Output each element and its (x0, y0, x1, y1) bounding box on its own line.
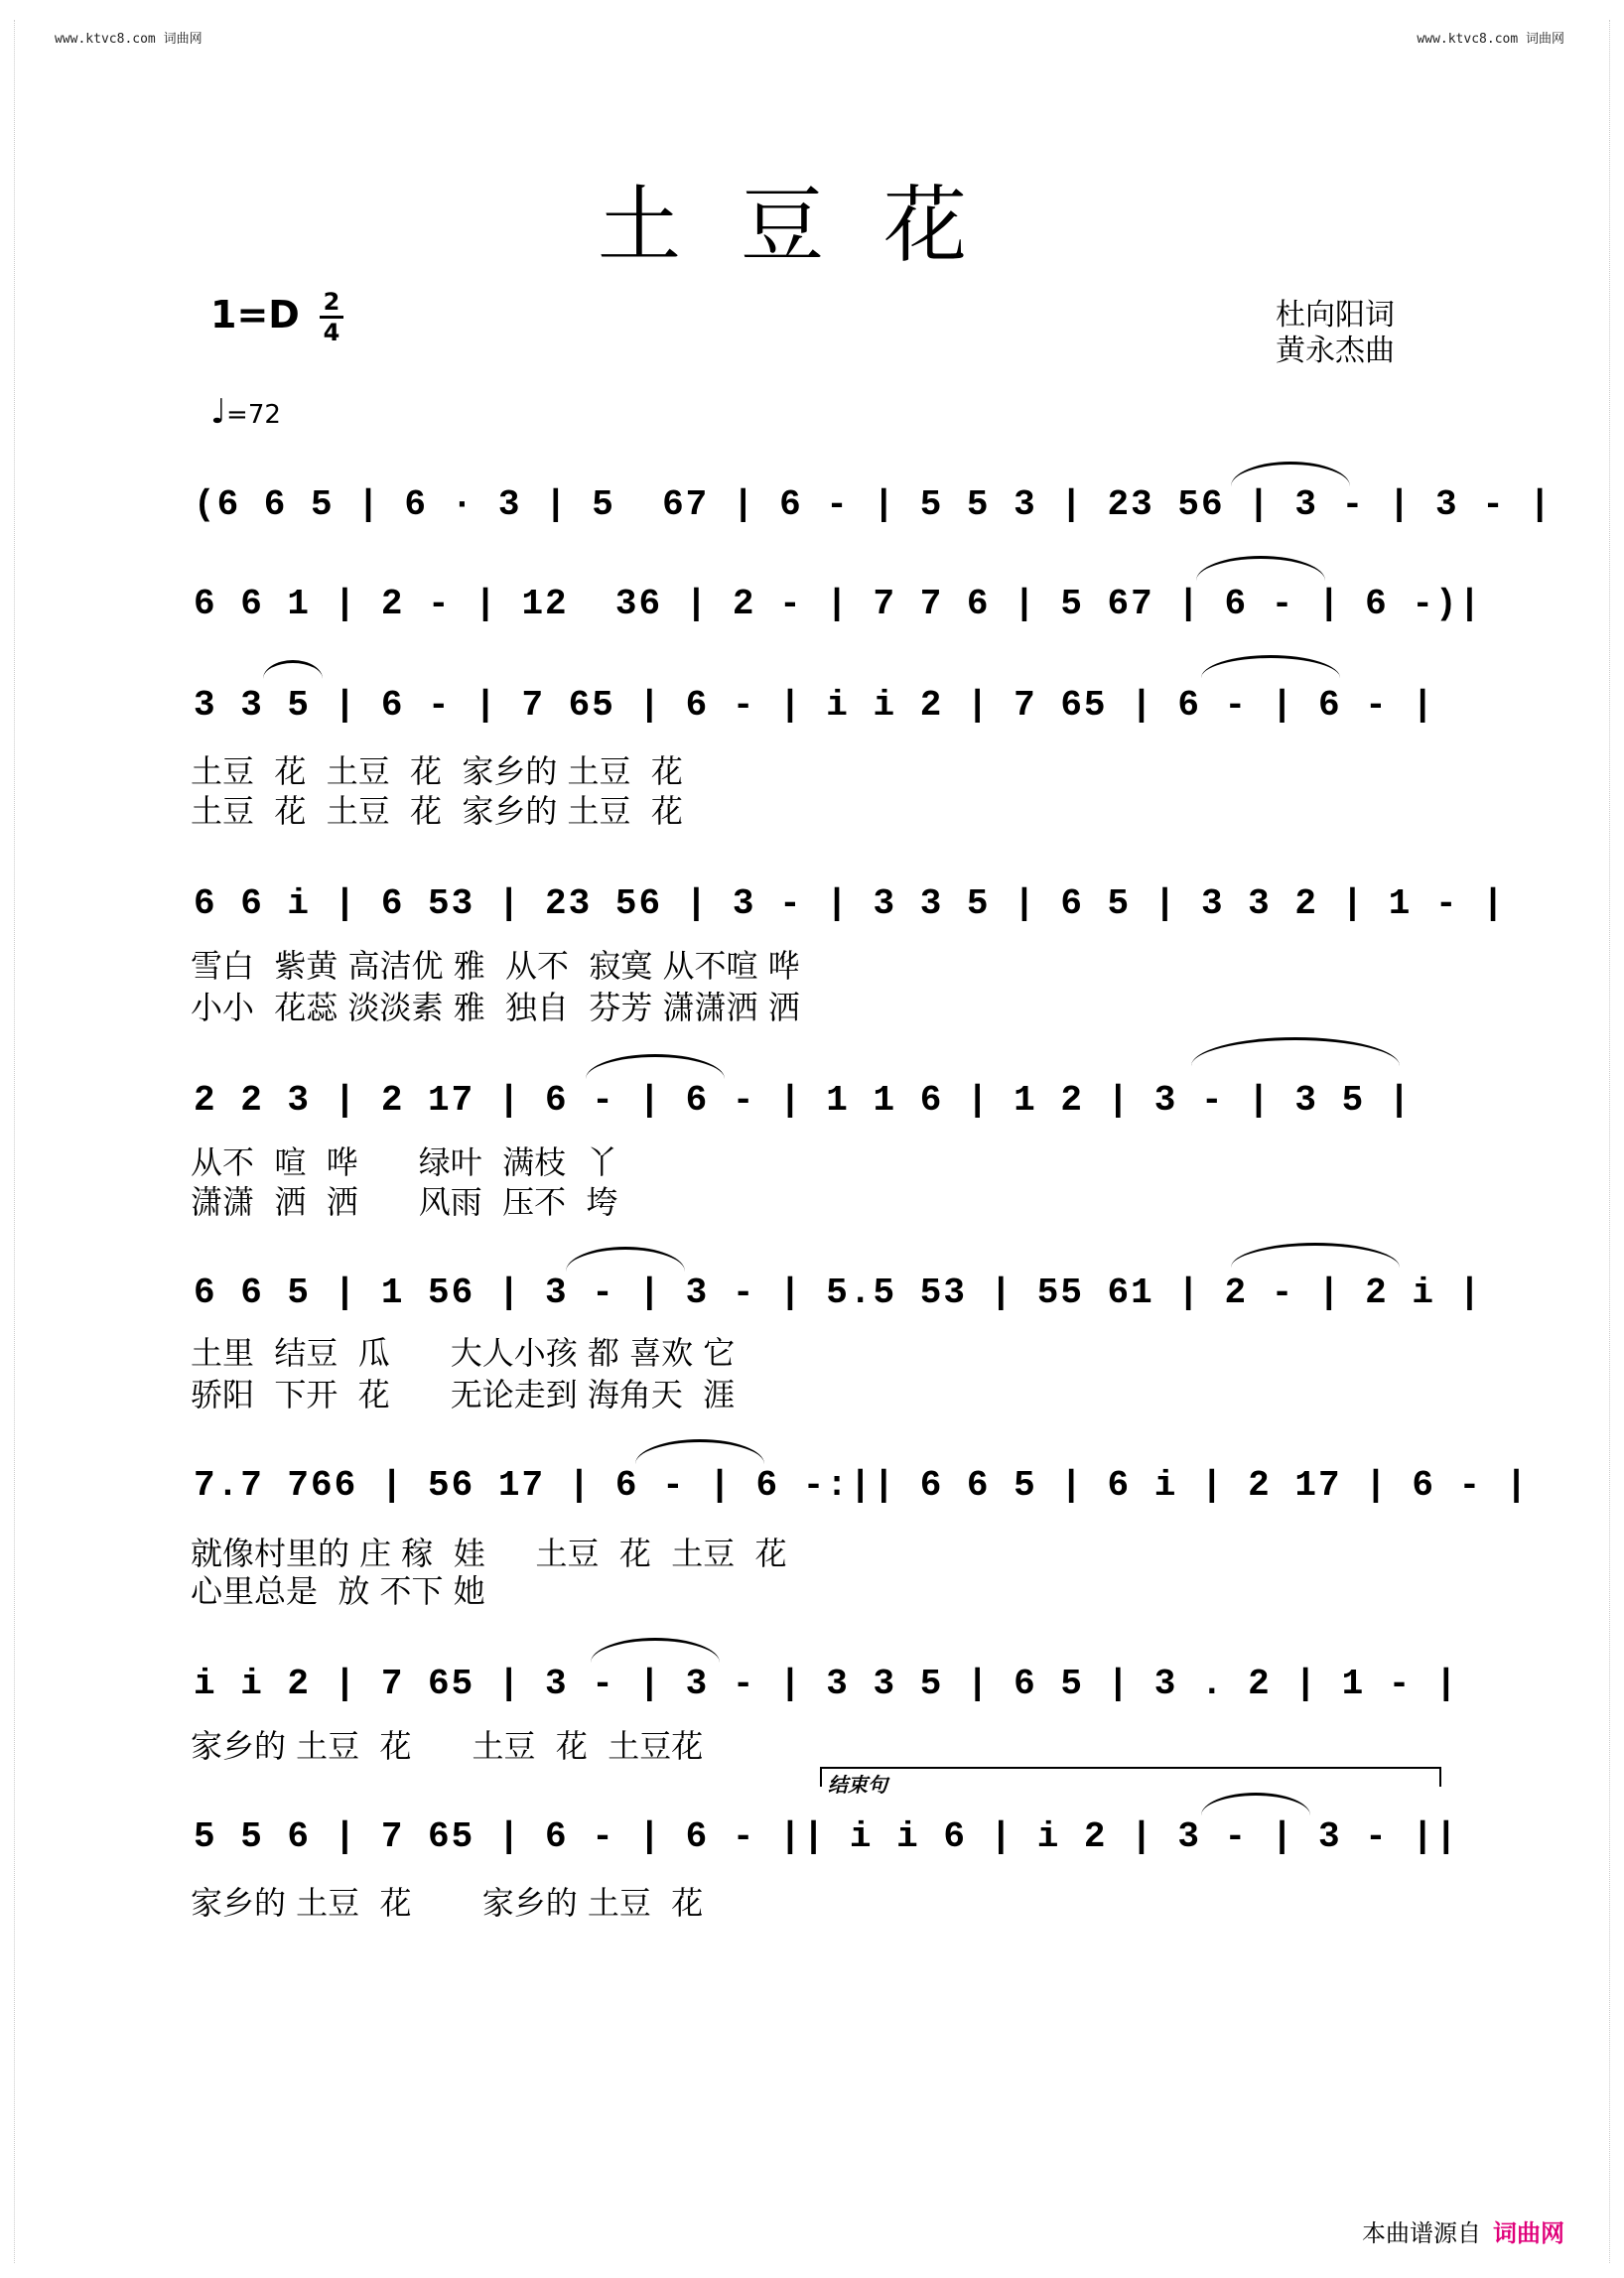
lyrics-5b: 潇潇 洒 洒 风雨 压不 垮 (191, 1183, 618, 1221)
footer (1362, 2213, 1564, 2248)
footer-brand[interactable]: 词曲网 (1493, 2219, 1564, 2247)
key-signature: 1=D (210, 293, 300, 336)
score-line-7: 7.7 766 | 56 17 | 6 - | 6 -:|| 6 6 5 | 6 i | 2 17 | 6 - | (194, 1465, 1530, 1506)
score-line-1: (6 6 5 | 6 · 3 | 5 67 | 6 - | 5 5 3 | 23 56 | 3 - | 3 - | (194, 484, 1554, 525)
right-watermark-strip (1609, 20, 1624, 2263)
slur (1231, 462, 1350, 486)
slur (586, 1054, 725, 1079)
score-line-5: 2 2 3 | 2 17 | 6 - | 6 - | 1 1 6 | 1 2 | 3 - | 3 5 | (194, 1080, 1413, 1121)
lyrics-4a: 雪白 紫黄 高洁优 雅 从不 寂寞 从不喧 哗 (191, 947, 800, 985)
lyrics-3b: 土豆 花 土豆 花 家乡的 土豆 花 (191, 792, 683, 830)
score-line-4: 6 6 i | 6 53 | 23 56 | 3 - | 3 3 5 | 6 5 | 3 3 2 | 1 - | (194, 883, 1506, 924)
composer: 黄永杰曲 (1276, 334, 1395, 368)
slur (1231, 1243, 1400, 1268)
left-watermark-strip (0, 20, 15, 2263)
time-sig-top: 2 (320, 288, 343, 319)
lyrics-7b: 心里总是 放 不下 她 (191, 1572, 485, 1610)
ending-label: 结束句 (828, 1773, 887, 1797)
footer-source: 本曲谱源自 (1362, 2219, 1481, 2247)
tempo-value: =72 (226, 400, 281, 430)
lyrics-6a: 土里 结豆 瓜 大人小孩 都 喜欢 它 (191, 1334, 736, 1372)
score-line-3: 3 3 5 | 6 - | 7 65 | 6 - | i i 2 | 7 65 | 6 - | 6 - | (194, 685, 1435, 726)
quarter-note-icon: ♩ (210, 392, 227, 432)
site-url-left: www.ktvc8.com 词曲网 (55, 32, 203, 47)
slur (566, 1247, 685, 1272)
slur (635, 1439, 764, 1464)
lyrics-3a: 土豆 花 土豆 花 家乡的 土豆 花 (191, 752, 683, 790)
song-title: 土豆花 (597, 177, 1026, 274)
slur (1191, 1037, 1400, 1066)
slur (263, 660, 323, 679)
lyrics-5a: 从不 喧 哗 绿叶 满枝 丫 (191, 1143, 618, 1181)
slur (1201, 1793, 1310, 1815)
tempo-marking (210, 392, 281, 432)
time-signature (320, 288, 343, 346)
lyricist: 杜向阳词 (1276, 298, 1395, 333)
slur (1196, 556, 1325, 581)
score-line-2: 6 6 1 | 2 - | 12 36 | 2 - | 7 7 6 | 5 67 | 6 - | 6 -)| (194, 584, 1483, 624)
time-sig-bottom: 4 (323, 319, 340, 346)
lyrics-4b: 小小 花蕊 淡淡素 雅 独自 芬芳 潇潇洒 洒 (191, 989, 800, 1026)
lyrics-7a: 就像村里的 庄 稼 娃 土豆 花 土豆 花 (191, 1535, 787, 1572)
site-url-right: www.ktvc8.com 词曲网 (1417, 32, 1564, 47)
slur (1201, 655, 1340, 678)
credits (1276, 298, 1395, 369)
score-line-6: 6 6 5 | 1 56 | 3 - | 3 - | 5.5 53 | 55 61 | 2 - | 2 i | (194, 1273, 1483, 1313)
score-line-8: i i 2 | 7 65 | 3 - | 3 - | 3 3 5 | 6 5 | 3 . 2 | 1 - | (194, 1664, 1459, 1704)
lyrics-9: 家乡的 土豆 花 家乡的 土豆 花 (191, 1884, 704, 1922)
ending-bracket (820, 1767, 1441, 1797)
slur (591, 1638, 720, 1663)
lyrics-6b: 骄阳 下开 花 无论走到 海角天 涯 (191, 1376, 736, 1413)
lyrics-8: 家乡的 土豆 花 土豆 花 土豆花 (191, 1727, 704, 1765)
score-line-9: 5 5 6 | 7 65 | 6 - | 6 - || i i 6 | i 2 | 3 - | 3 - || (194, 1816, 1459, 1857)
